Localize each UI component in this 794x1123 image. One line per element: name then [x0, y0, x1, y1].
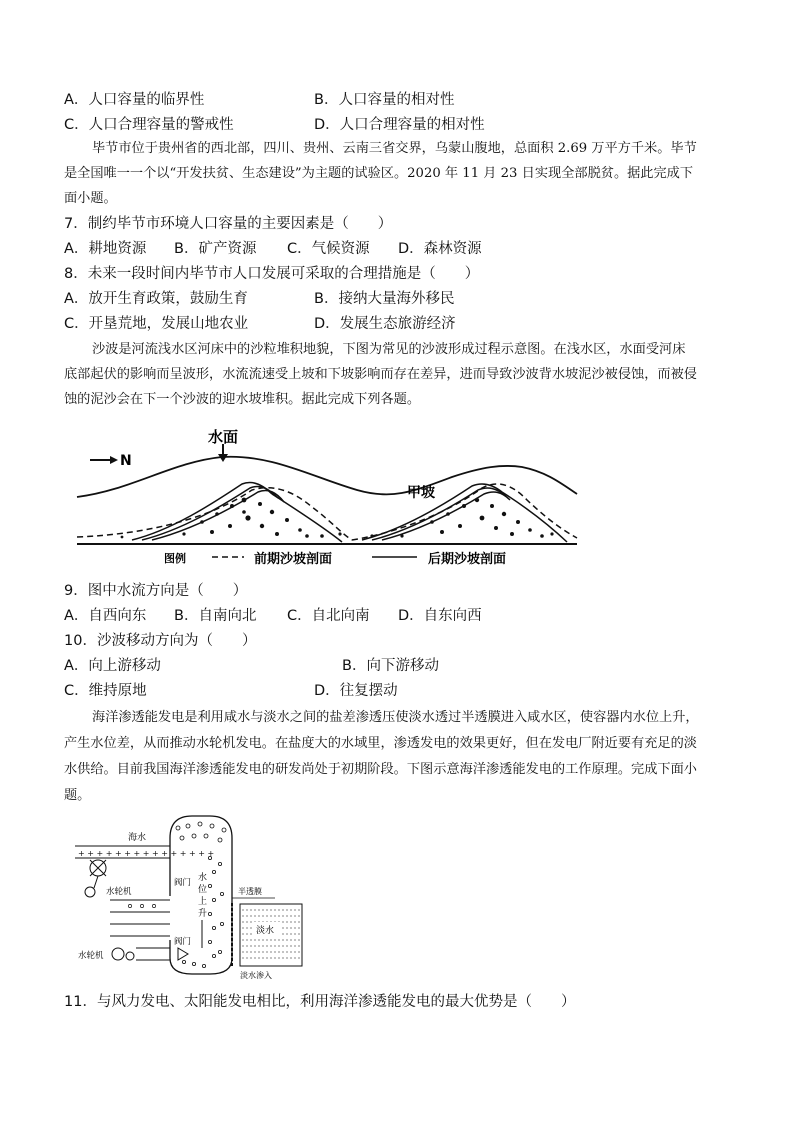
top-valve-label: 阀门 [174, 878, 192, 888]
bottom-turbine-label: 水轮机 [78, 951, 104, 961]
passage-osmotic-line: 水供给。目前我国海洋渗透能发电的研发尚处于初期阶段。下图示意海洋渗透能发电的工作原理。完成下面小 [64, 762, 697, 777]
question-10-option-b: B．向下游移动 [342, 658, 439, 674]
bottom-valve-icon [178, 948, 188, 960]
bottom-turbine-wheel-icon [126, 952, 134, 960]
question-7-option-c: C．气候资源 [287, 241, 370, 257]
osmotic-power-diagram [70, 808, 310, 980]
passage-bijie-line: 是全国唯一一个以“开发扶贫、生态建设”为主题的试验区。2020 年 11 月 23 日实现全部脱贫。据此完成下 [64, 166, 694, 181]
late-profile-2b [372, 488, 506, 540]
bottom-valve-label: 阀门 [174, 937, 192, 947]
question-9-option-c: C．自北向南 [287, 608, 370, 624]
question-11-stem: 11．与风力发电、太阳能发电相比，利用海洋渗透能发电的最大优势是（ ） [64, 994, 576, 1010]
question-9-option-a: A．自西向东 [64, 608, 147, 624]
seepage-label: 淡水渗入 [240, 971, 272, 980]
top-channel-bubbles [128, 904, 155, 907]
north-label: N [120, 453, 132, 469]
question-9-option-d: D．自东向西 [398, 608, 482, 624]
question-8-option-d: D．发展生态旅游经济 [314, 316, 456, 332]
question-9-option-b: B．自南向北 [174, 608, 257, 624]
seawater-label: 海水 [128, 833, 147, 843]
early-profile-2 [352, 484, 577, 540]
water-surface-line [77, 457, 577, 497]
question-7-option-d: D．森林资源 [398, 241, 482, 257]
passage-sand-line: 沙波是河流浅水区河床中的沙粒堆积地貌，下图为常见的沙波形成过程示意图。在浅水区，水面受河床 [92, 342, 686, 357]
prev-option-c: C．人口合理容量的警戒性 [64, 117, 234, 133]
passage-sand-line: 蚀的泥沙会在下一个沙波的迎水坡堆积。据此完成下列各题。 [64, 392, 421, 407]
sand-wave-diagram [72, 422, 582, 572]
legend-title: 图例 [164, 552, 186, 565]
top-turbine-shaft [94, 876, 98, 888]
late-profile-1b [142, 486, 278, 540]
top-turbine-label: 水轮机 [106, 887, 132, 897]
question-7-stem: 7．制约毕节市环境人口容量的主要因素是（ ） [64, 216, 393, 232]
svg-text:升: 升 [198, 909, 208, 919]
passage-bijie-line: 毕节市位于贵州省的西北部，四川、贵州、云南三省交界，乌蒙山腹地，总面积 2.69 万平方千米。毕节 [92, 141, 697, 156]
question-10-stem: 10．沙波移动方向为（ ） [64, 633, 257, 649]
level-rise-label [198, 871, 207, 919]
question-10-option-d: D．往复摆动 [314, 683, 398, 699]
question-7-option-b: B．矿产资源 [174, 241, 257, 257]
svg-text:位: 位 [198, 885, 208, 895]
legend-late-label: 后期沙坡剖面 [428, 552, 507, 567]
freshwater-label: 淡水 [256, 926, 275, 936]
top-turbine-blades-icon [90, 860, 106, 876]
early-profile-1 [77, 488, 352, 540]
slope-jia-label: 甲坡 [407, 485, 435, 501]
question-10-option-c: C．维持原地 [64, 683, 147, 699]
passage-osmotic-line: 题。 [64, 788, 91, 803]
seawater-plus-marks [78, 849, 214, 858]
legend-early-label: 前期沙坡剖面 [254, 552, 333, 567]
passage-osmotic-line: 海洋渗透能发电是利用咸水与淡水之间的盐差渗透压使淡水透过半透膜进入咸水区，使容器内水位上升， [92, 710, 699, 725]
prev-option-a: A．人口容量的临界性 [64, 92, 205, 108]
question-9-stem: 9．图中水流方向是（ ） [64, 583, 248, 599]
passage-osmotic-line: 产生水位差，从而推动水轮机发电。在盐度大的水域里，渗透发电的效果更好，但在发电厂附近要有充足的淡 [64, 736, 697, 751]
svg-text:+ + + + + + + + + + + + + + +: + + + + + + + + + + + + + + + [78, 849, 215, 858]
question-10-option-a: A．向上游移动 [64, 658, 161, 674]
north-arrow-head-icon [110, 456, 118, 464]
top-turbine-wheel-icon [85, 887, 95, 897]
question-8-option-b: B．接纳大量海外移民 [314, 291, 455, 307]
passage-sand-line: 底部起伏的影响而呈波形，水流流速受上坡和下坡影响而存在差异，进而导致沙波背水坡泥沙被侵蚀，而被侵 [64, 367, 697, 382]
question-7-option-a: A．耕地资源 [64, 241, 147, 257]
question-8-option-c: C．开垦荒地，发展山地农业 [64, 316, 249, 332]
membrane-label: 半透膜 [238, 887, 262, 896]
question-8-stem: 8．未来一段时间内毕节市人口发展可采取的合理措施是（ ） [64, 266, 480, 282]
svg-text:上: 上 [198, 897, 208, 907]
water-surface-label: 水面 [208, 428, 239, 446]
prev-option-b: B．人口容量的相对性 [314, 92, 455, 108]
bottom-turbine-icon [112, 948, 124, 960]
late-profile-2c [382, 492, 510, 540]
svg-text:水: 水 [198, 873, 208, 883]
question-8-option-a: A．放开生育政策，鼓励生育 [64, 291, 248, 307]
passage-bijie-line: 面小题。 [64, 191, 117, 206]
prev-option-d: D．人口合理容量的相对性 [314, 117, 485, 133]
